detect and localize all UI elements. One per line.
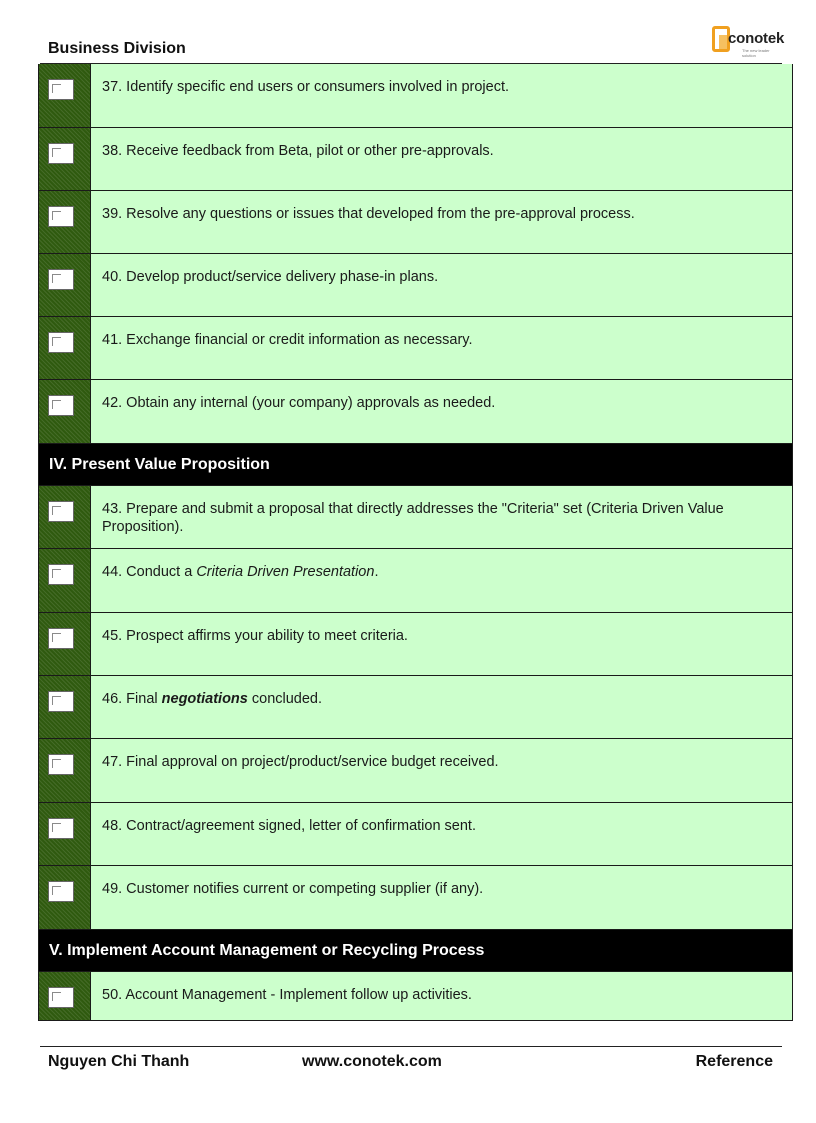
- footer-author: Nguyen Chi Thanh: [48, 1053, 190, 1070]
- checklist-row-45: [39, 613, 792, 676]
- checklist-row-46: [39, 676, 792, 739]
- checkbox-47[interactable]: [48, 754, 74, 775]
- checklist-item-text: 43. Prepare and submit a proposal that directly addresses the "Criteria" set (Criteria Driven Value Proposition).: [91, 486, 792, 548]
- checklist-row-50: [39, 972, 792, 1020]
- checkbox-cell: [39, 676, 91, 738]
- checklist-row-44: [39, 549, 792, 613]
- checkbox-44[interactable]: [48, 564, 74, 585]
- checkbox-39[interactable]: [48, 206, 74, 227]
- checklist-item-text: 47. Final approval on project/product/service budget received.: [91, 739, 792, 802]
- item-suffix: .: [374, 564, 379, 580]
- checklist-row-40: [39, 254, 792, 317]
- checkbox-41[interactable]: [48, 332, 74, 353]
- checkbox-cell: [39, 486, 91, 548]
- checklist-row-41: [39, 317, 792, 380]
- checkbox-46[interactable]: [48, 691, 74, 712]
- checklist-item-text: 48. Contract/agreement signed, letter of confirmation sent.: [91, 803, 792, 865]
- checklist-row-42: [39, 380, 792, 444]
- item-suffix: concluded.: [247, 691, 323, 707]
- section-header-v: V. Implement Account Management or Recycling Process: [39, 930, 792, 972]
- checkbox-cell: [39, 191, 91, 253]
- item-prefix: 46. Final: [102, 691, 162, 707]
- document-header-title: Business Division: [48, 40, 186, 57]
- checklist-item-text: 45. Prospect affirms your ability to meet criteria.: [91, 613, 792, 675]
- checklist-row-47: [39, 739, 792, 803]
- checklist-item-text: 41. Exchange financial or credit information as necessary.: [91, 317, 792, 379]
- checklist-row-43: [39, 486, 792, 549]
- footer-divider: [40, 1046, 782, 1047]
- checklist-row-49: [39, 866, 792, 930]
- checklist-row-48: [39, 803, 792, 866]
- checklist-row-39: [39, 191, 792, 254]
- checkbox-43[interactable]: [48, 501, 74, 522]
- checkbox-cell: [39, 128, 91, 190]
- checkbox-cell: [39, 803, 91, 865]
- item-emphasis: negotiations: [161, 691, 248, 707]
- checkbox-cell: [39, 866, 91, 929]
- checkbox-cell: [39, 64, 91, 127]
- checkbox-cell: [39, 739, 91, 802]
- checklist-row-37: [39, 64, 792, 128]
- checklist-item-text: [91, 549, 792, 612]
- sales-checklist: [38, 64, 793, 1021]
- checkbox-49[interactable]: [48, 881, 74, 902]
- item-prefix: 44. Conduct a: [102, 564, 197, 580]
- footer-label: Reference: [695, 1053, 773, 1070]
- logo-wordmark: conotek: [728, 30, 785, 47]
- checkbox-45[interactable]: [48, 628, 74, 649]
- logo-tagline: The new leader solution: [742, 48, 770, 58]
- checklist-item-text: 39. Resolve any questions or issues that developed from the pre-approval process.: [91, 191, 792, 253]
- checkbox-cell: [39, 380, 91, 443]
- checklist-item-text: 40. Develop product/service delivery phase-in plans.: [91, 254, 792, 316]
- checkbox-cell: [39, 317, 91, 379]
- checkbox-cell: [39, 613, 91, 675]
- checkbox-50[interactable]: [48, 987, 74, 1008]
- checklist-item-text: 38. Receive feedback from Beta, pilot or other pre-approvals.: [91, 128, 792, 190]
- section-header-iv: IV. Present Value Proposition: [39, 444, 792, 486]
- item-emphasis: Criteria Driven Presentation: [196, 564, 375, 580]
- checklist-item-text: 50. Account Management - Implement follow up activities.: [91, 972, 792, 1020]
- checkbox-37[interactable]: [48, 79, 74, 100]
- checkbox-48[interactable]: [48, 818, 74, 839]
- checklist-row-38: [39, 128, 792, 191]
- checklist-item-text: 37. Identify specific end users or consumers involved in project.: [91, 64, 792, 127]
- footer-website: www.conotek.com: [302, 1053, 442, 1070]
- checklist-item-text: 49. Customer notifies current or competing supplier (if any).: [91, 866, 792, 929]
- checkbox-38[interactable]: [48, 143, 74, 164]
- checklist-item-text: [91, 676, 792, 738]
- checkbox-cell: [39, 972, 91, 1020]
- checkbox-cell: [39, 254, 91, 316]
- checklist-item-text: 42. Obtain any internal (your company) approvals as needed.: [91, 380, 792, 443]
- checkbox-40[interactable]: [48, 269, 74, 290]
- checkbox-42[interactable]: [48, 395, 74, 416]
- conotek-logo: [712, 26, 784, 56]
- checkbox-cell: [39, 549, 91, 612]
